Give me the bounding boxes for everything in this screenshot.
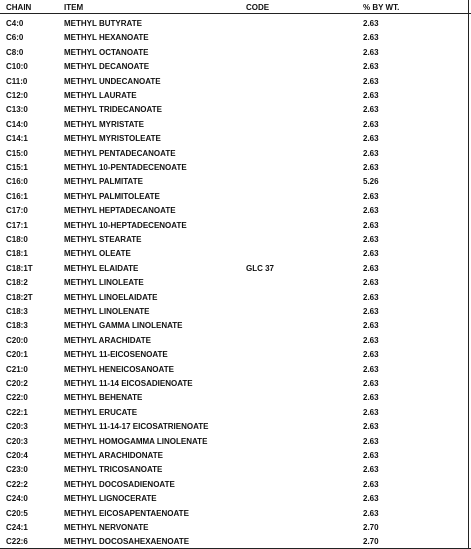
row-chain: C20:5 [6, 508, 28, 518]
row-percent-by-weight: 2.63 [363, 134, 379, 144]
row-chain: C20:1 [6, 350, 28, 360]
row-chain: C11:0 [6, 76, 28, 86]
row-chain: C20:3 [6, 436, 28, 446]
row-item: METHYL BUTYRATE [64, 19, 142, 28]
row-chain: C17:1 [6, 220, 28, 230]
row-chain: C15:1 [6, 163, 28, 172]
row-percent-by-weight: 2.63 [363, 263, 379, 273]
row-item: METHYL 10-PENTADECENOATE [64, 163, 187, 172]
row-item: METHYL DOCOSAHEXAENOATE [64, 537, 190, 547]
row-percent-by-weight: 2.63 [363, 422, 379, 432]
row-percent-by-weight: 2.63 [363, 335, 379, 345]
row-percent-by-weight: 2.63 [363, 62, 379, 72]
row-chain: C22:6 [6, 537, 28, 547]
row-percent-by-weight: 2.63 [363, 379, 379, 388]
row-item: METHYL UNDECANOATE [64, 76, 161, 86]
header-code: CODE [246, 3, 270, 12]
row-percent-by-weight: 2.63 [363, 76, 379, 86]
table-row [0, 435, 471, 449]
row-item: METHYL STEARATE [64, 235, 142, 244]
row-item: METHYL ARACHIDATE [64, 335, 151, 345]
row-item: METHYL TRIDECANOATE [64, 105, 162, 115]
table-row [0, 319, 471, 333]
header-percent-by-weight: % BY WT. [363, 3, 400, 12]
row-chain: C18:3 [6, 307, 28, 316]
row-item: METHYL HENEICOSANOATE [64, 364, 174, 374]
header-divider [0, 13, 471, 14]
row-percent-by-weight: 2.63 [363, 407, 379, 417]
header-chain: CHAIN [6, 3, 32, 12]
row-percent-by-weight: 2.63 [363, 494, 379, 504]
table-row [0, 291, 471, 305]
header-item: ITEM [64, 3, 84, 12]
table-row [0, 175, 471, 189]
row-chain: C10:0 [6, 62, 28, 72]
row-chain: C16:0 [6, 177, 28, 187]
table-row [0, 449, 471, 463]
row-percent-by-weight: 2.70 [363, 537, 379, 547]
row-percent-by-weight: 2.63 [363, 148, 379, 158]
row-chain: C20:2 [6, 379, 28, 388]
row-item: METHYL GAMMA LINOLENATE [64, 321, 183, 331]
table-row [0, 89, 471, 103]
row-item: METHYL 11-EICOSENOATE [64, 350, 168, 360]
row-chain: C8:0 [6, 47, 24, 57]
row-item: METHYL LINOLEATE [64, 278, 144, 288]
row-percent-by-weight: 2.63 [363, 163, 379, 172]
table-row [0, 204, 471, 218]
row-percent-by-weight: 2.63 [363, 235, 379, 244]
table-row [0, 219, 471, 233]
table-row [0, 75, 471, 89]
table-row [0, 521, 471, 535]
table-row [0, 233, 471, 247]
row-item: METHYL NERVONATE [64, 523, 149, 532]
row-percent-by-weight: 2.63 [363, 119, 379, 129]
row-item: METHYL OCTANOATE [64, 47, 149, 57]
table-row [0, 132, 471, 146]
row-chain: C18:3 [6, 321, 28, 331]
table-row [0, 305, 471, 319]
table-row [0, 103, 471, 117]
row-item: METHYL MYRISTOLEATE [64, 134, 161, 144]
row-percent-by-weight: 2.63 [363, 91, 379, 100]
table-row [0, 17, 471, 31]
row-chain: C12:0 [6, 91, 28, 100]
row-percent-by-weight: 2.63 [363, 508, 379, 518]
table-row [0, 348, 471, 362]
row-item: METHYL 11-14-17 EICOSATRIENOATE [64, 422, 209, 432]
table-row [0, 334, 471, 348]
row-item: METHYL DOCOSADIENOATE [64, 479, 175, 489]
table-row [0, 535, 471, 549]
row-item: METHYL BEHENATE [64, 393, 143, 403]
row-item: METHYL LINOELAIDATE [64, 292, 158, 302]
row-item: METHYL PENTADECANOATE [64, 148, 176, 158]
row-chain: C20:0 [6, 335, 28, 345]
table-row [0, 420, 471, 434]
row-percent-by-weight: 2.63 [363, 19, 379, 28]
row-percent-by-weight: 2.63 [363, 206, 379, 216]
row-chain: C13:0 [6, 105, 28, 115]
row-percent-by-weight: 2.63 [363, 292, 379, 302]
row-item: METHYL PALMITATE [64, 177, 143, 187]
row-percent-by-weight: 2.63 [363, 436, 379, 446]
row-chain: C17:0 [6, 206, 28, 216]
row-item: METHYL MYRISTATE [64, 119, 144, 129]
table-row [0, 46, 471, 60]
row-chain: C24:0 [6, 494, 28, 504]
row-item: METHYL PALMITOLEATE [64, 191, 160, 201]
row-percent-by-weight: 2.63 [363, 465, 379, 475]
row-item: METHYL ERUCATE [64, 407, 138, 417]
table-row [0, 391, 471, 405]
table-row [0, 463, 471, 477]
row-item: METHYL LIGNOCERATE [64, 494, 157, 504]
row-chain: C18:1 [6, 249, 28, 259]
row-chain: C23:0 [6, 465, 28, 475]
row-chain: C20:4 [6, 451, 28, 460]
row-percent-by-weight: 2.63 [363, 105, 379, 115]
row-item: METHYL TRICOSANOATE [64, 465, 163, 475]
row-chain: C4:0 [6, 19, 24, 28]
row-percent-by-weight: 2.63 [363, 220, 379, 230]
row-percent-by-weight: 2.63 [363, 249, 379, 259]
row-chain: C14:0 [6, 119, 28, 129]
row-item: METHYL DECANOATE [64, 62, 150, 72]
row-percent-by-weight: 2.63 [363, 364, 379, 374]
row-percent-by-weight: 2.63 [363, 479, 379, 489]
row-chain: C24:1 [6, 523, 28, 532]
right-border [468, 0, 469, 549]
table-row [0, 60, 471, 74]
row-item: METHYL HEXANOATE [64, 33, 149, 43]
row-chain: C22:0 [6, 393, 28, 403]
row-percent-by-weight: 5.26 [363, 177, 379, 187]
row-percent-by-weight: 2.63 [363, 451, 379, 460]
row-percent-by-weight: 2.63 [363, 350, 379, 360]
row-chain: C18:2T [6, 292, 33, 302]
row-percent-by-weight: 2.63 [363, 47, 379, 57]
row-item: METHYL HOMOGAMMA LINOLENATE [64, 436, 208, 446]
table-row [0, 377, 471, 391]
row-percent-by-weight: 2.70 [363, 523, 379, 532]
table-row [0, 190, 471, 204]
row-item: METHYL LAURATE [64, 91, 137, 100]
row-chain: C6:0 [6, 33, 24, 43]
row-percent-by-weight: 2.63 [363, 393, 379, 403]
table-row [0, 478, 471, 492]
table-row [0, 406, 471, 420]
row-percent-by-weight: 2.63 [363, 191, 379, 201]
table-row [0, 147, 471, 161]
row-chain: C22:1 [6, 407, 28, 417]
row-item: METHYL EICOSAPENTAENOATE [64, 508, 189, 518]
row-item: METHYL 10-HEPTADECENOATE [64, 220, 187, 230]
row-item: METHYL ELAIDATE [64, 263, 139, 273]
table-row [0, 363, 471, 377]
row-code: GLC 37 [246, 263, 275, 273]
row-percent-by-weight: 2.63 [363, 33, 379, 43]
row-chain: C18:1T [6, 263, 33, 273]
table-row [0, 247, 471, 261]
row-percent-by-weight: 2.63 [363, 321, 379, 331]
table-row [0, 161, 471, 175]
row-chain: C15:0 [6, 148, 28, 158]
row-chain: C22:2 [6, 479, 28, 489]
row-chain: C14:1 [6, 134, 28, 144]
row-chain: C16:1 [6, 191, 28, 201]
table-row [0, 492, 471, 506]
row-item: METHYL ARACHIDONATE [64, 451, 163, 460]
row-item: METHYL OLEATE [64, 249, 131, 259]
row-percent-by-weight: 2.63 [363, 307, 379, 316]
row-percent-by-weight: 2.63 [363, 278, 379, 288]
table-row [0, 507, 471, 521]
table-row [0, 118, 471, 132]
row-chain: C20:3 [6, 422, 28, 432]
table-row [0, 262, 471, 276]
row-chain: C21:0 [6, 364, 28, 374]
row-item: METHYL HEPTADECANOATE [64, 206, 176, 216]
row-item: METHYL 11-14 EICOSADIENOATE [64, 379, 193, 388]
row-item: METHYL LINOLENATE [64, 307, 150, 316]
row-chain: C18:0 [6, 235, 28, 244]
row-chain: C18:2 [6, 278, 28, 288]
table-row [0, 31, 471, 45]
table-row [0, 276, 471, 290]
